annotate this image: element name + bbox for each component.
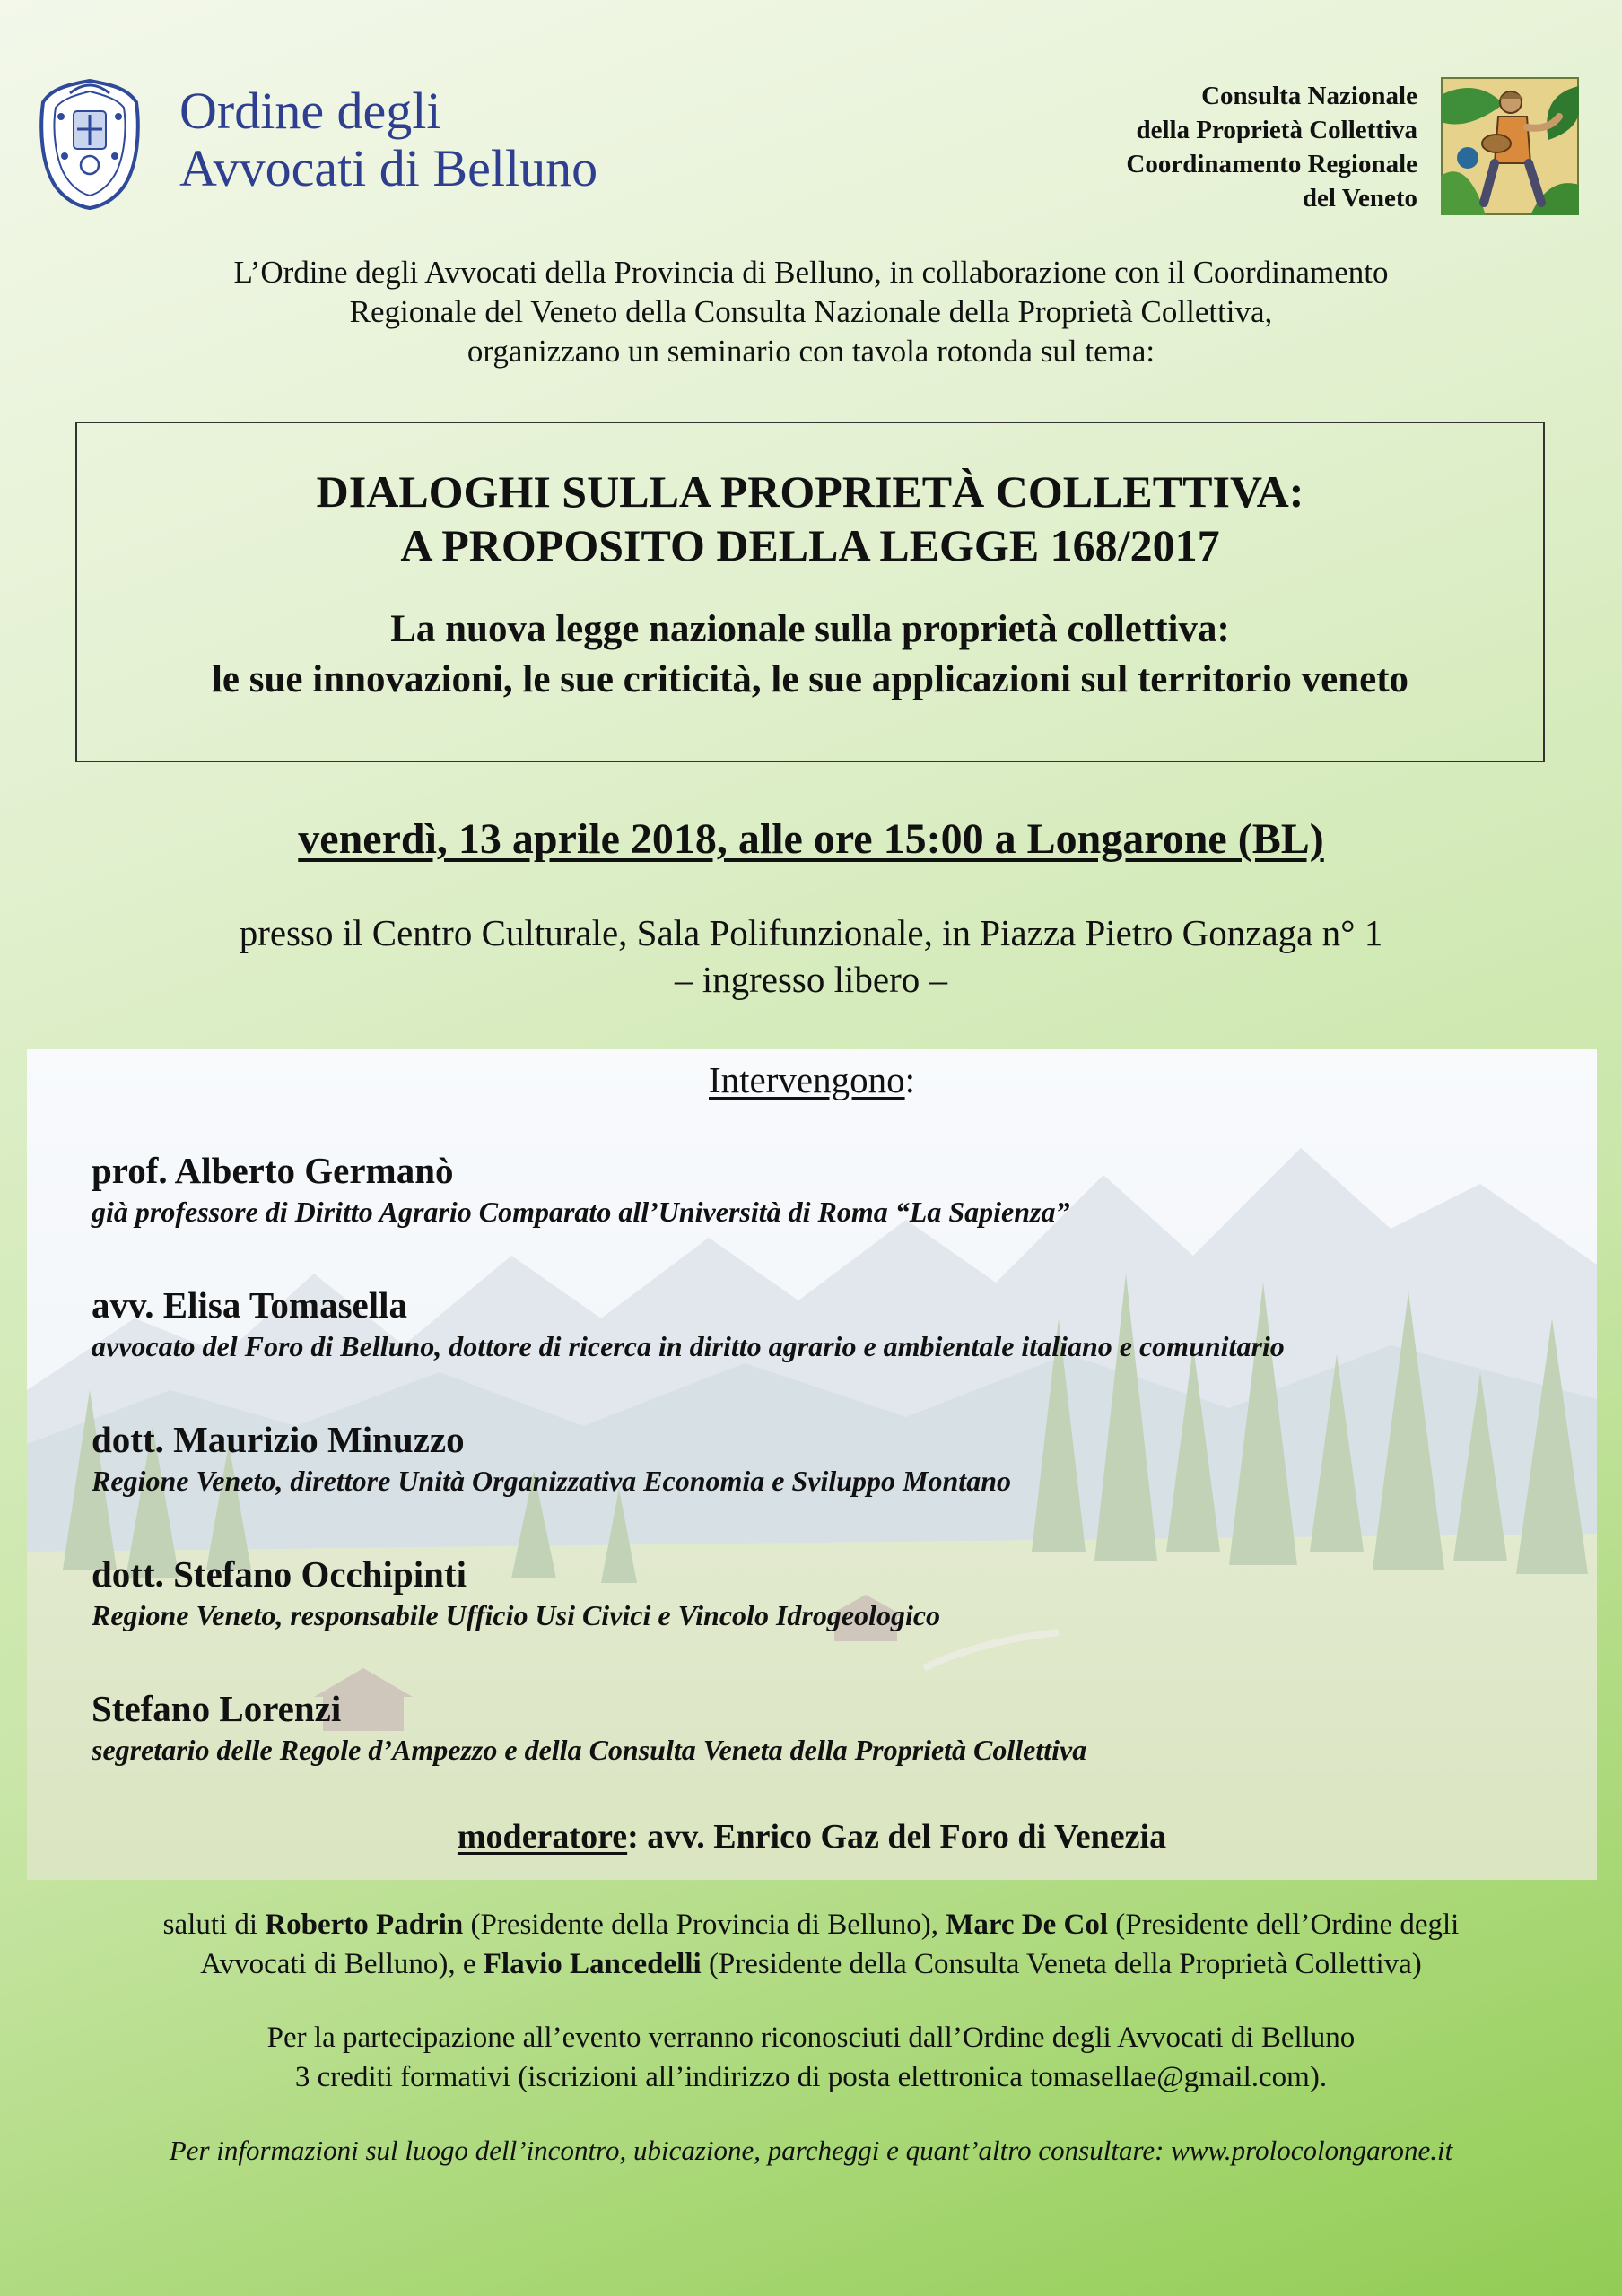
speakers-panel	[27, 1049, 1597, 1880]
seminar-title-line1: DIALOGHI SULLA PROPRIETÀ COLLETTIVA:	[316, 466, 1304, 517]
entry-line: – ingresso libero –	[674, 959, 948, 1000]
seminar-subtitle-line2: le sue innovazioni, le sue criticità, le sue applicazioni sul territorio veneto	[211, 658, 1409, 700]
speaker-role: già professore di Diritto Agrario Comparato all’Università di Roma “La Sapienza”	[92, 1196, 1070, 1228]
speaker-item	[92, 1283, 1581, 1365]
intro-line: Regionale del Veneto della Consulta Nazionale della Proprietà Collettiva,	[349, 294, 1273, 329]
speaker-item	[92, 1552, 1581, 1634]
speaker-name: dott. Maurizio Minuzzo	[92, 1419, 465, 1460]
consulta-line: della Proprietà Collettiva	[1136, 116, 1417, 144]
credits-line: 3 crediti formativi (iscrizioni all’indirizzo di posta elettronica tomasellae@gmail.com).	[294, 2061, 1328, 2093]
consulta-name	[1126, 79, 1417, 215]
greetings-paragraph: saluti di Roberto Padrin (Presidente della Provincia di Belluno), Marc De Col (Presidente dell’Ordine degli Avvocati di Belluno), e Flavio Lancedelli (Presidente della Consulta Veneta della Proprietà Collettiva)	[162, 1909, 1460, 1980]
ordine-name-line1: Ordine degli	[179, 82, 441, 140]
seminar-title-line2: A PROPOSITO DELLA LEGGE 168/2017	[400, 520, 1220, 570]
seminar-subtitle	[77, 604, 1543, 705]
seminar-subtitle-line1: La nuova legge nazionale sulla proprietà collettiva:	[390, 608, 1230, 650]
ordine-name-line2: Avvocati di Belluno	[179, 139, 598, 197]
speaker-item	[92, 1417, 1581, 1500]
speaker-name: dott. Stefano Occhipinti	[92, 1553, 467, 1595]
title-box	[75, 422, 1545, 762]
moderator-label: moderatore	[457, 1818, 628, 1856]
moderator-line	[27, 1817, 1597, 1857]
intro-line: organizzano un seminario con tavola rotonda sul tema:	[467, 334, 1155, 369]
info-line: Per informazioni sul luogo dell’incontro, ubicazione, parcheggi e quant’altro consultare: www.prolocolongarone.it	[169, 2135, 1453, 2166]
consulta-line: Consulta Nazionale	[1201, 82, 1417, 110]
speaker-name: avv. Elisa Tomasella	[92, 1284, 408, 1326]
greeting-person: Roberto Padrin	[265, 1909, 464, 1941]
venue-line: presso il Centro Culturale, Sala Polifunzionale, in Piazza Pietro Gonzaga n° 1	[239, 912, 1383, 953]
speaker-item	[92, 1148, 1581, 1231]
event-venue	[0, 909, 1622, 1003]
event-date: venerdì, 13 aprile 2018, alle ore 15:00 a Longarone (BL)	[298, 815, 1324, 863]
seminar-title	[77, 465, 1543, 572]
consulta-line: del Veneto	[1302, 184, 1417, 213]
speaker-role: segretario delle Regole d’Ampezzo e della Consulta Veneta della Proprietà Collettiva	[92, 1734, 1087, 1766]
speaker-name: Stefano Lorenzi	[92, 1688, 342, 1729]
sower-illustration-logo	[1441, 77, 1579, 215]
moderator-name: : avv. Enrico Gaz del Foro di Venezia	[627, 1818, 1167, 1856]
speaker-role: Regione Veneto, responsabile Ufficio Usi Civici e Vincolo Idrogeologico	[92, 1599, 941, 1631]
speakers-heading: Intervengono:	[709, 1059, 915, 1100]
credits-line: Per la partecipazione all’evento verranno riconosciuti dall’Ordine degli Avvocati di Belluno	[266, 2022, 1356, 2054]
speaker-item	[92, 1686, 1581, 1769]
greeting-person: Flavio Lancedelli	[483, 1948, 702, 1980]
ordine-name	[179, 83, 597, 197]
intro-paragraph	[0, 253, 1622, 371]
credits-paragraph	[0, 2018, 1622, 2097]
consulta-line: Coordinamento Regionale	[1126, 150, 1417, 178]
ordine-crest-logo	[34, 75, 145, 210]
speaker-role: avvocato del Foro di Belluno, dottore di ricerca in diritto agrario e ambientale italiano e comunitario	[92, 1330, 1285, 1362]
greeting-person: Marc De Col	[946, 1909, 1109, 1941]
intro-line: L’Ordine degli Avvocati della Provincia di Belluno, in collaborazione con il Coordinamento	[233, 255, 1389, 290]
speaker-name: prof. Alberto Germanò	[92, 1150, 454, 1191]
speaker-role: Regione Veneto, direttore Unità Organizzativa Economia e Sviluppo Montano	[92, 1465, 1011, 1497]
